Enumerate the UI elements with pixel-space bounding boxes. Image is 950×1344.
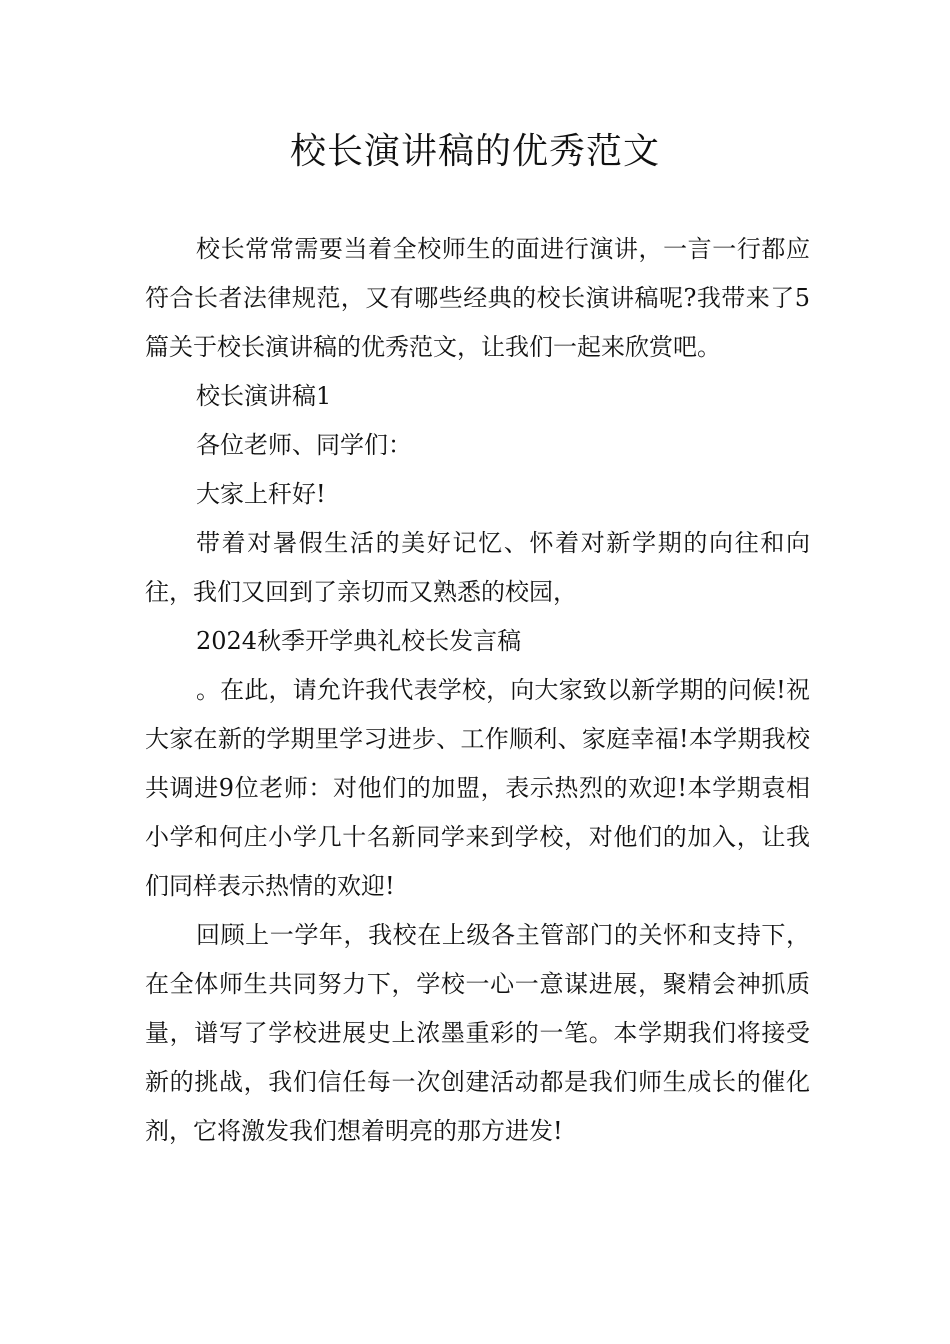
paragraph-speech-heading: 校长演讲稿1 — [196, 382, 332, 410]
paragraph-subheading: 2024秋季开学典礼校长发言稿 — [196, 627, 522, 655]
document-title: 校长演讲稿的优秀范文 — [289, 131, 660, 172]
paragraph-greeting: 大家上秆好! — [196, 480, 326, 508]
paragraph-opening: 带着对暑假生活的美好记忆、怀着对新学期的向往和向往，我们又回到了亲切而又熟悉的校园， — [145, 529, 810, 606]
paragraph-salutation: 各位老师、同学们： — [196, 431, 412, 459]
paragraph-welcome: 。在此，请允许我代表学校，向大家致以新学期的问候!祝大家在新的学期里学习进步、工作顺利、家庭幸福!本学期我校共调进9位老师：对他们的加盟，表示热烈的欢迎!本学期袁相小学和何庄小学几十名新同学来到学校，对他们的加入，让我们同样表示热情的欢迎! — [145, 676, 810, 900]
document-body — [145, 225, 810, 1156]
paragraph-review: 回顾上一学年，我校在上级各主管部门的关怀和支持下，在全体师生共同努力下，学校一心一意谋进展，聚精会神抓质量，谱写了学校进展史上浓墨重彩的一笔。本学期我们将接受新的挑战，我们信任每一次创建活动都是我们师生成长的催化剂，它将激发我们想着明亮的那方进发! — [145, 921, 810, 1145]
paragraph-intro: 校长常常需要当着全校师生的面进行演讲，一言一行都应符合长者法律规范，又有哪些经典的校长演讲稿呢?我带来了5篇关于校长演讲稿的优秀范文，让我们一起来欣赏吧。 — [145, 235, 810, 361]
